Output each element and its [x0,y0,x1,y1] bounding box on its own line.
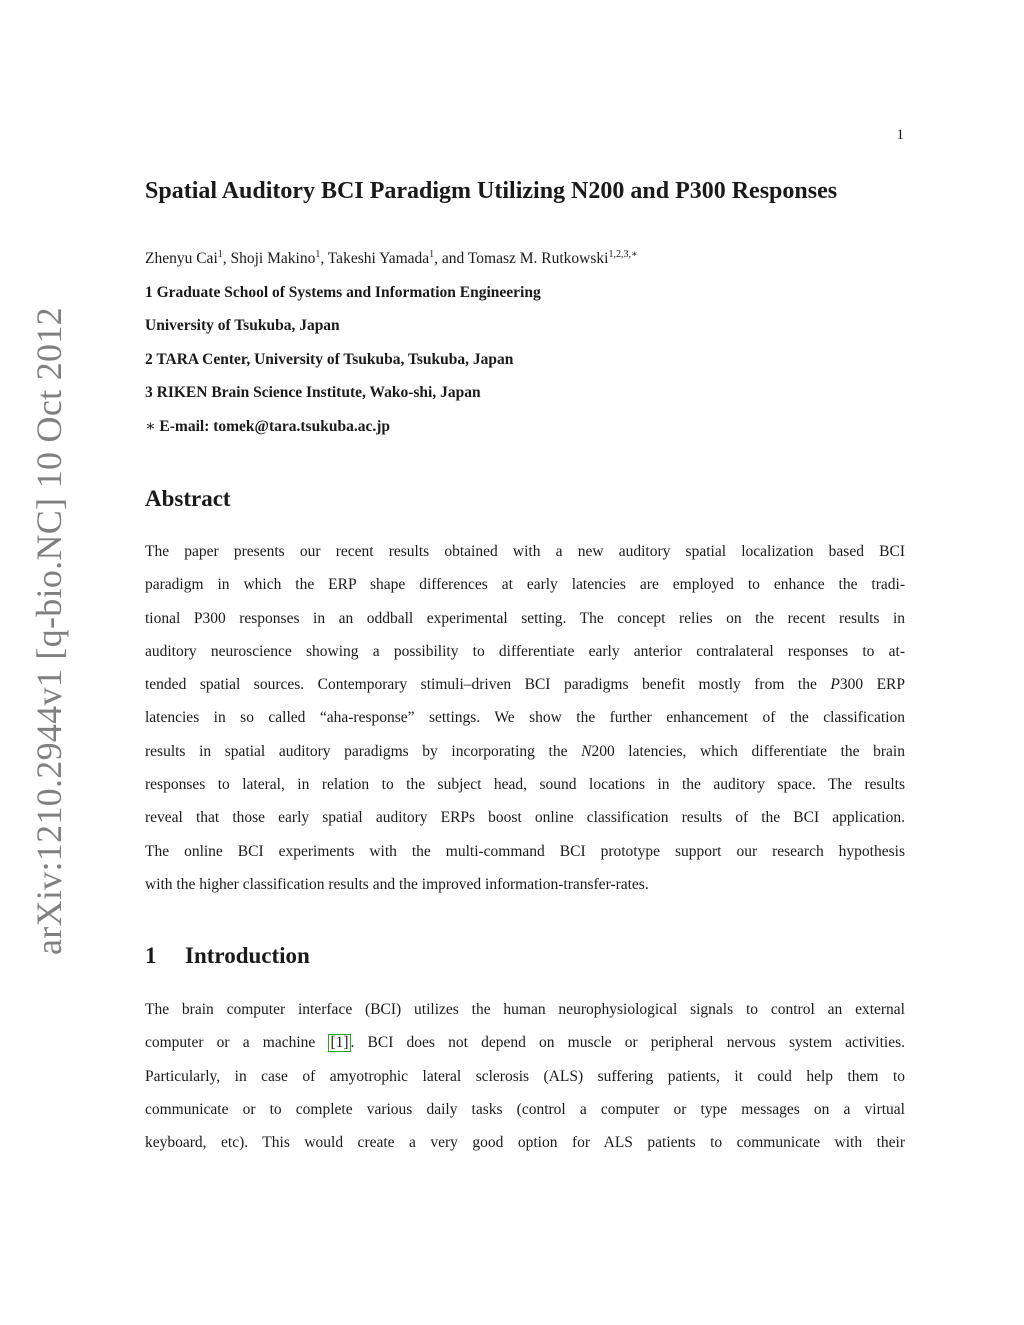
introduction-text [145,993,905,1159]
intro-line: The brain computer interface (BCI) utilizes the human neurophysiological signals to control an external [145,1001,905,1018]
author-name: , Takeshi Yamada [320,250,430,267]
paper-title: Spatial Auditory BCI Paradigm Utilizing N200 and P300 Responses [145,178,838,204]
abstract-line: latencies in so called “aha-response” settings. We show the further enhancement of the classification [145,709,905,727]
author-affiliation-mark: 1 [315,249,321,260]
abstract-line [145,668,905,701]
abstract-line-text: 300 ERP [839,676,905,694]
intro-line: Particularly, in case of amyotrophic lateral sclerosis (ALS) suffering patients, it could help them to [145,1067,905,1085]
abstract-line: responses to lateral, in relation to the subject head, sound locations in the auditory space. The results [145,776,905,794]
p300-symbol: P [830,676,840,694]
section-title: Introduction [185,943,310,968]
arxiv-identifier-stamp: arXiv:1210.2944v1 [q-bio.NC] 10 Oct 2012 [29,307,69,955]
intro-line: keyboard, etc). This would create a very good option for ALS patients to communicate with their [145,1134,905,1152]
intro-line-text: . BCI does not depend on muscle or peripheral nervous system activities. [350,1034,906,1052]
affiliation-3: 3 RIKEN Brain Science Institute, Wako-shi, Japan [145,384,481,401]
introduction-heading [145,943,310,969]
affiliation-2: 2 TARA Center, University of Tsukuba, Tsukuba, Japan [145,351,514,368]
intro-line-text: computer or a machine [145,1034,329,1052]
author-affiliation-mark: 1,2,3,∗ [608,249,638,260]
email-address: tomek@tara.tsukuba.ac.jp [213,418,390,435]
n200-symbol: N [581,742,592,760]
abstract-line: The paper presents our recent results obtained with a new auditory spatial localization based BCI [145,543,905,560]
author-name: Zhenyu Cai [145,250,218,267]
abstract-text [145,535,905,901]
corresponding-email [145,417,390,436]
corresponding-mark: ∗ [145,418,156,435]
email-label: E-mail: [159,418,210,435]
section-number: 1 [145,943,157,968]
abstract-line-text: 200 latencies, which differentiate the brain [591,742,905,760]
author-name: , and Tomasz M. Rutkowski [434,250,609,267]
author-name: , Shoji Makino [222,250,316,267]
abstract-line: The online BCI experiments with the multi-command BCI prototype support our research hypothesis [145,842,905,860]
abstract-line [145,735,905,768]
intro-line: communicate or to complete various daily tasks (control a computer or type messages on a virtual [145,1100,905,1118]
intro-line [145,1026,905,1059]
abstract-line: reveal that those early spatial auditory ERPs boost online classification results of the BCI application. [145,809,905,827]
abstract-line: paradigm in which the ERP shape differences at early latencies are employed to enhance the tradi- [145,576,905,594]
author-affiliation-mark: 1 [429,249,435,260]
abstract-line-text: results in spatial auditory paradigms by incorporating the [145,742,582,760]
citation-link[interactable]: [1] [330,1034,349,1052]
author-affiliation-mark: 1 [217,249,223,260]
abstract-line: auditory neuroscience showing a possibility to differentiate early anterior contralateral responses to at- [145,642,905,660]
affiliation-1: 1 Graduate School of Systems and Information Engineering [145,284,541,301]
page-number: 1 [896,127,904,143]
author-list [145,249,638,268]
abstract-line: tional P300 responses in an oddball experimental setting. The concept relies on the recent results in [145,609,905,627]
abstract-heading: Abstract [145,486,231,511]
affiliation-1-university: University of Tsukuba, Japan [145,317,340,334]
abstract-line-text: tended spatial sources. Contemporary stimuli–driven BCI paradigms benefit mostly from the [145,676,831,694]
abstract-line: with the higher classification results and the improved information-transfer-rates. [145,875,649,893]
